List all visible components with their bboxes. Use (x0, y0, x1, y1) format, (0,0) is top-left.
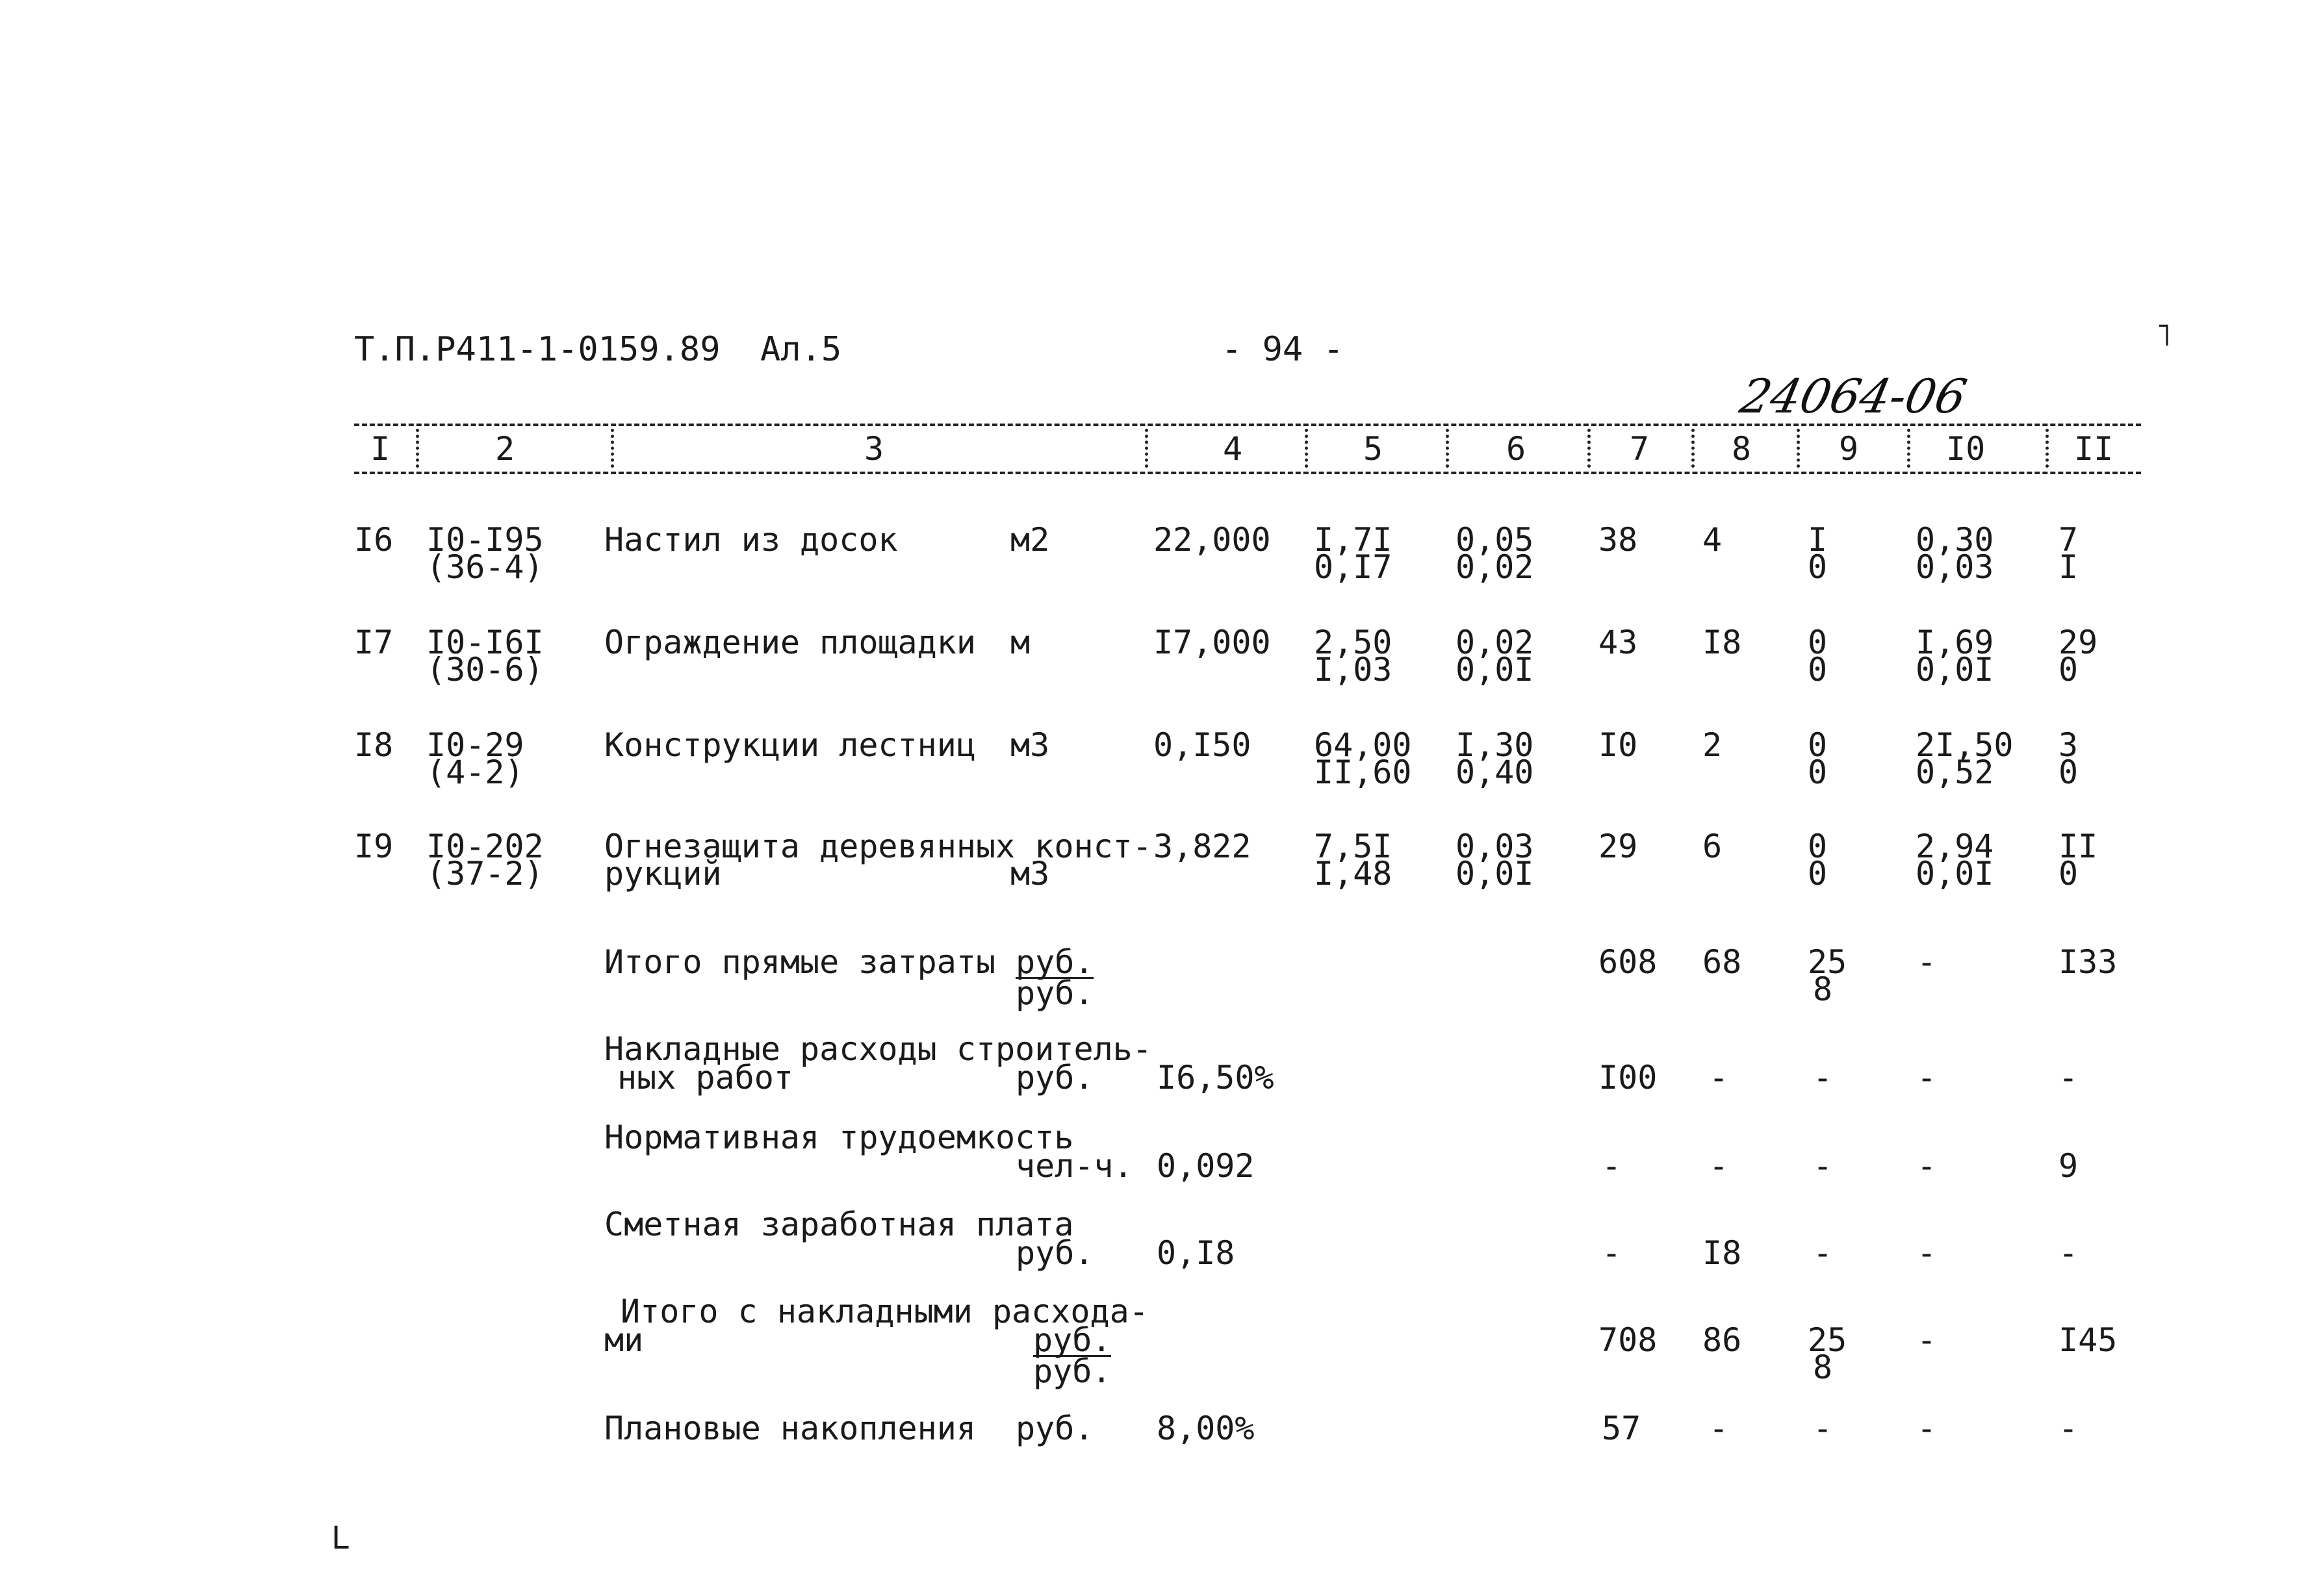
summary-label-continued: ных работ (617, 1059, 793, 1096)
col10-value: 0,30 (1916, 521, 1994, 559)
unit-denominator: руб. (1033, 1352, 1112, 1390)
col8-value: 2 (1702, 726, 1723, 764)
rate-code: I0-I95 (426, 521, 544, 559)
col9-subvalue: 0 (1808, 651, 1828, 689)
col9-subvalue: 0 (1808, 548, 1828, 586)
col10-value: - (1917, 1147, 1937, 1185)
quantity: 0,I50 (1153, 726, 1251, 764)
col6-subvalue: 0,0I (1455, 651, 1534, 689)
column-header: 7 (1630, 430, 1650, 468)
column-header: II (2074, 430, 2114, 468)
col10-subvalue: 0,52 (1916, 754, 1994, 791)
col6-value: 0,03 (1455, 828, 1534, 865)
col10-value: I,69 (1916, 624, 1994, 661)
col7-value: - (1602, 1234, 1622, 1272)
page-number: - 94 - (1222, 330, 1344, 369)
rate-value: 8,00% (1157, 1410, 1255, 1447)
album-label: Ал.5 (760, 330, 842, 369)
col6-subvalue: 0,0I (1455, 855, 1534, 893)
column-header: 6 (1506, 430, 1526, 468)
summary-label: Накладные расходы строитель- (604, 1030, 1152, 1068)
rate-code: I0-I6I (426, 624, 544, 661)
unit: м3 (1010, 726, 1050, 764)
col6-subvalue: 0,40 (1455, 754, 1534, 791)
col9-value: 25 (1808, 943, 1847, 981)
column-header: I (370, 430, 391, 468)
summary-label: Сметная заработная плата (604, 1206, 1074, 1243)
unit: руб. (1016, 1410, 1094, 1447)
col6-value: 0,02 (1455, 624, 1534, 661)
col5-value: 2,50 (1314, 624, 1392, 661)
rate-code: I0-202 (426, 828, 544, 865)
row-number: I9 (354, 828, 394, 865)
col-separator (1907, 429, 1910, 468)
col5-subvalue: 0,I7 (1314, 548, 1392, 586)
col9-subvalue: 8 (1813, 970, 1833, 1008)
col10-subvalue: 0,0I (1916, 855, 1994, 893)
col8-value: 86 (1702, 1321, 1742, 1359)
col7-value: 29 (1598, 828, 1638, 865)
col5-value: I,7I (1314, 521, 1392, 559)
work-name: Ограждение площадки (604, 624, 976, 661)
unit: м3 (1010, 855, 1050, 893)
col5-subvalue: I,48 (1314, 855, 1392, 893)
unit-numerator: руб. (1016, 943, 1094, 981)
col7-value: 57 (1602, 1410, 1641, 1447)
rate-subcode: (37-2) (426, 855, 544, 893)
col9-value: - (1813, 1410, 1833, 1447)
col-separator (1145, 429, 1148, 468)
col10-value: - (1917, 1410, 1937, 1447)
document-code: Т.П.Р411-1-0159.89 (354, 330, 721, 369)
col8-value: 4 (1702, 521, 1723, 559)
column-header: 5 (1363, 430, 1383, 468)
col-separator (416, 429, 419, 468)
col11-subvalue: I (2058, 548, 2079, 586)
col9-value: 0 (1808, 726, 1828, 764)
row-number: I8 (354, 726, 394, 764)
col10-subvalue: 0,0I (1916, 651, 1994, 689)
summary-label: Нормативная трудоемкость (604, 1119, 1074, 1156)
col9-value: 0 (1808, 624, 1828, 661)
col9-value: - (1813, 1059, 1833, 1096)
corner-mark-top-right: ˥ (2156, 317, 2172, 353)
col-separator (611, 429, 614, 468)
col8-value: - (1709, 1410, 1729, 1447)
col11-value: II (2058, 828, 2098, 865)
col11-subvalue: 0 (2058, 754, 2079, 791)
column-header: 8 (1732, 430, 1752, 468)
row-number: I6 (354, 521, 394, 559)
col11-value: - (2058, 1410, 2079, 1447)
rate-subcode: (4-2) (426, 754, 524, 791)
corner-mark-bottom-left: L (331, 1520, 349, 1556)
col5-value: 7,5I (1314, 828, 1392, 865)
col10-value: - (1917, 1321, 1937, 1359)
col8-value: I8 (1702, 1234, 1742, 1272)
col9-subvalue: 8 (1813, 1349, 1833, 1386)
work-name: Огнезащита деревянных конст- (604, 828, 1152, 865)
rate-code: I0-29 (426, 726, 524, 764)
col9-value: 25 (1808, 1321, 1847, 1359)
col6-subvalue: 0,02 (1455, 548, 1534, 586)
col11-value: - (2058, 1059, 2079, 1096)
work-name: Настил из досок (604, 521, 898, 559)
col8-value: - (1709, 1147, 1729, 1185)
col11-value: 3 (2058, 726, 2079, 764)
header-rule-top (354, 424, 2141, 426)
unit: м2 (1010, 521, 1050, 559)
col6-value: I,30 (1455, 726, 1534, 764)
col10-subvalue: 0,03 (1916, 548, 1994, 586)
col-separator (1797, 429, 1800, 468)
col10-value: 2,94 (1916, 828, 1994, 865)
col8-value: 68 (1702, 943, 1742, 981)
col-separator (1446, 429, 1449, 468)
unit: чел-ч. (1016, 1147, 1133, 1185)
unit-numerator: руб. (1033, 1321, 1112, 1359)
col8-value: 6 (1702, 828, 1723, 865)
col8-value: - (1709, 1059, 1729, 1096)
rate-value: 0,092 (1157, 1147, 1255, 1185)
col5-subvalue: I,03 (1314, 651, 1392, 689)
col-separator (2045, 429, 2049, 468)
col7-value: - (1602, 1147, 1622, 1185)
quantity: 3,822 (1153, 828, 1251, 865)
col7-value: I0 (1598, 726, 1638, 764)
col7-value: 43 (1598, 624, 1638, 661)
col7-value: I00 (1598, 1059, 1658, 1096)
col10-value: 2I,50 (1916, 726, 2014, 764)
col5-subvalue: II,60 (1314, 754, 1412, 791)
col11-value: I33 (2058, 943, 2118, 981)
summary-label: Итого прямые затраты (604, 943, 996, 981)
col11-value: - (2058, 1234, 2079, 1272)
col9-value: - (1813, 1147, 1833, 1185)
col7-value: 38 (1598, 521, 1638, 559)
col-separator (1305, 429, 1308, 468)
quantity: 22,000 (1153, 521, 1271, 559)
work-name-continued: рукций (604, 855, 722, 893)
col5-value: 64,00 (1314, 726, 1412, 764)
col7-value: 708 (1598, 1321, 1658, 1359)
column-header: I0 (1946, 430, 1986, 468)
col11-subvalue: 0 (2058, 855, 2079, 893)
summary-label: Плановые накопления (604, 1410, 976, 1447)
column-header: 9 (1839, 430, 1859, 468)
col11-value: 9 (2058, 1147, 2079, 1185)
work-name: Конструкции лестниц (604, 726, 976, 764)
col9-subvalue: 0 (1808, 754, 1828, 791)
col9-value: 0 (1808, 828, 1828, 865)
header-rule-bottom (354, 472, 2141, 474)
rate-value: 0,I8 (1157, 1234, 1235, 1272)
column-header: 2 (495, 430, 515, 468)
col-separator (1587, 429, 1591, 468)
col10-value: - (1917, 1234, 1937, 1272)
col8-value: I8 (1702, 624, 1742, 661)
col11-value: 7 (2058, 521, 2079, 559)
column-header: 4 (1223, 430, 1243, 468)
column-header: 3 (864, 430, 884, 468)
rate-value: I6,50% (1157, 1059, 1274, 1096)
col9-value: I (1808, 521, 1828, 559)
col10-value: - (1917, 943, 1937, 981)
unit: м (1010, 624, 1031, 661)
summary-label: Итого с накладными расхода- (621, 1293, 1149, 1330)
summary-label-continued: ми (604, 1321, 644, 1359)
col6-value: 0,05 (1455, 521, 1534, 559)
rate-subcode: (36-4) (426, 548, 544, 586)
col11-subvalue: 0 (2058, 651, 2079, 689)
unit: руб. (1016, 1234, 1094, 1272)
col-separator (1691, 429, 1695, 468)
col11-value: I45 (2058, 1321, 2118, 1359)
col11-value: 29 (2058, 624, 2098, 661)
quantity: I7,000 (1153, 624, 1271, 661)
col9-value: - (1813, 1234, 1833, 1272)
unit: руб. (1016, 1059, 1094, 1096)
col10-value: - (1917, 1059, 1937, 1096)
row-number: I7 (354, 624, 394, 661)
col7-value: 608 (1598, 943, 1658, 981)
handwritten-inventory-number: 24064-06 (1736, 369, 1971, 424)
rate-subcode: (30-6) (426, 651, 544, 689)
unit-denominator: руб. (1016, 974, 1094, 1012)
col9-subvalue: 0 (1808, 855, 1828, 893)
